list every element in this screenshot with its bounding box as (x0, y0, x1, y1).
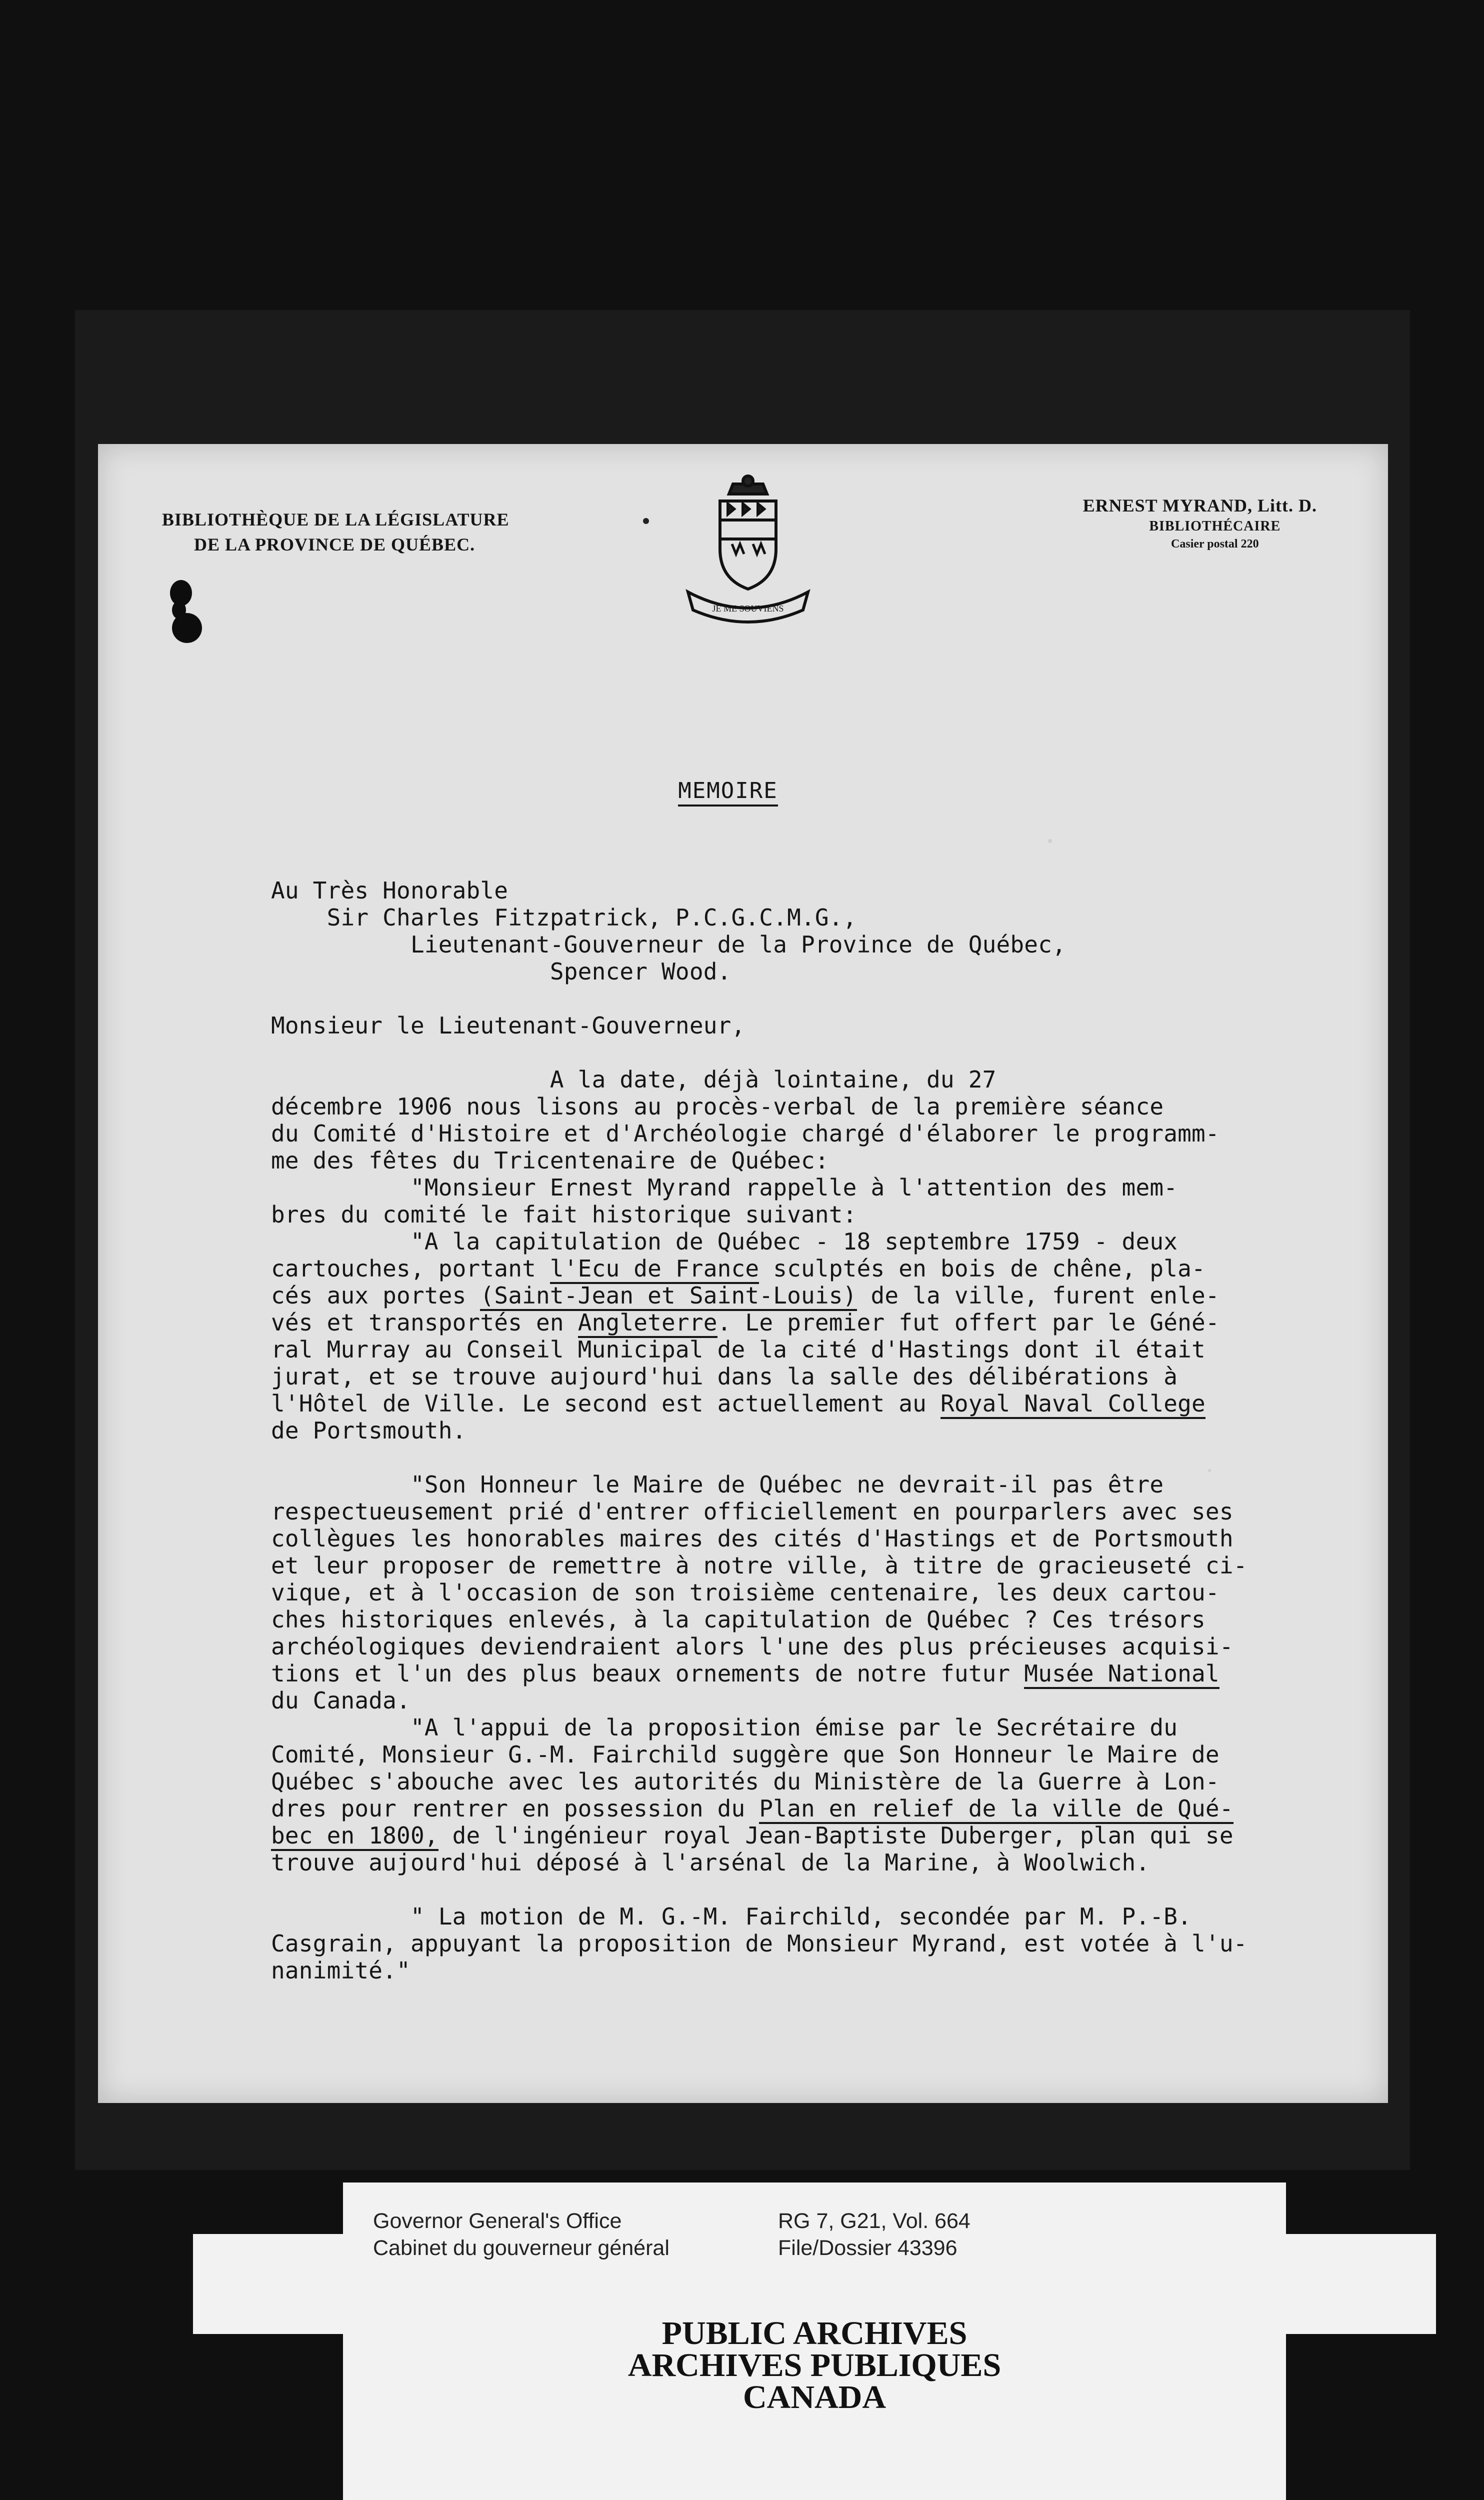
body-line: décembre 1906 nous lisons au procès-verbal de la première séance (271, 1093, 1164, 1120)
body-line: "Son Honneur le Maire de Québec ne devrait-il pas être (271, 1471, 1164, 1498)
letter-body (271, 877, 1356, 1984)
body-line: me des fêtes du Tricentenaire de Québec: (271, 1147, 829, 1174)
librarian-title: BIBLIOTHÉCAIRE (1149, 518, 1281, 534)
body-line: archéologiques deviendraient alors l'une des plus précieuses acquisi- (271, 1633, 1234, 1660)
archive-stamp-line3: CANADA (743, 2379, 886, 2416)
body-line: Sir Charles Fitzpatrick, P.C.G.C.M.G., (271, 904, 857, 931)
librarian-postbox: Casier postal 220 (1171, 538, 1259, 550)
body-line: trouve aujourd'hui déposé à l'arsénal de la Marine, à Woolwich. (271, 1849, 1150, 1876)
film-speck (1208, 1469, 1211, 1472)
archive-file: File/Dossier 43396 (778, 2236, 958, 2260)
body-line: du Comité d'Histoire et d'Archéologie chargé d'élaborer le programm- (271, 1120, 1220, 1147)
quebec-crest-icon (668, 474, 828, 624)
archive-stamp-line1: PUBLIC ARCHIVES (662, 2315, 968, 2352)
body-line (271, 1876, 1356, 1903)
svg-text:JE ME SOUVIENS: JE ME SOUVIENS (712, 604, 784, 614)
body-line: Québec s'abouche avec les autorités du Ministère de la Guerre à Lon- (271, 1768, 1220, 1795)
body-line: cés aux portes (Saint-Jean et Saint-Louis) de la ville, furent enle- (271, 1282, 1356, 1309)
body-line: respectueusement prié d'entrer officiellement en pourparlers avec ses (271, 1498, 1234, 1525)
body-line (271, 985, 1356, 1012)
archive-reference (778, 2208, 970, 2262)
body-line: nanimité." (271, 1957, 410, 1984)
body-line: Casgrain, appuyant la proposition de Monsieur Myrand, est votée à l'u- (271, 1930, 1248, 1957)
archive-stamp-line2: ARCHIVES PUBLIQUES (628, 2347, 1002, 2384)
body-line: cartouches, portant l'Ecu de France sculptés en bois de chêne, pla- (271, 1255, 1356, 1282)
body-line: Spencer Wood. (271, 958, 732, 985)
body-line: tions et l'un des plus beaux ornements de notre futur Musée National (271, 1660, 1356, 1687)
body-line: jurat, et se trouve aujourd'hui dans la salle des délibérations à (271, 1363, 1178, 1390)
archive-label-strip-left (193, 2234, 343, 2334)
letter-page (98, 444, 1388, 2103)
body-line: Lieutenant-Gouverneur de la Province de Québec, (271, 931, 1066, 958)
body-line: collègues les honorables maires des cités d'Hastings et de Portsmouth (271, 1525, 1234, 1552)
body-line: "A l'appui de la proposition émise par le Secrétaire du (271, 1714, 1178, 1741)
body-line: vique, et à l'occasion de son troisième centenaire, les deux cartou- (271, 1579, 1220, 1606)
body-line: de Portsmouth. (271, 1417, 466, 1444)
body-line: l'Hôtel de Ville. Le second est actuellement au Royal Naval College (271, 1390, 1356, 1417)
body-line (271, 1444, 1356, 1471)
body-line: "Monsieur Ernest Myrand rappelle à l'attention des mem- (271, 1174, 1178, 1201)
archive-office-fr: Cabinet du gouverneur général (373, 2236, 670, 2260)
body-line: Au Très Honorable (271, 877, 508, 904)
body-line: bres du comité le fait historique suivant: (271, 1201, 857, 1228)
archive-office-en: Governor General's Office (373, 2209, 622, 2233)
ink-dot (643, 518, 649, 524)
body-line: bec en 1800, de l'ingénieur royal Jean-Baptiste Duberger, plan qui se (271, 1822, 1356, 1849)
document-title: MEMOIRE (98, 778, 1388, 804)
body-line: Comité, Monsieur G.-M. Fairchild suggère que Son Honneur le Maire de (271, 1741, 1220, 1768)
ink-blot (164, 578, 204, 644)
body-line: dres pour rentrer en possession du Plan en relief de la ville de Qué- (271, 1795, 1356, 1822)
archive-office (373, 2208, 670, 2262)
letterhead-library (162, 507, 510, 557)
body-line: ral Murray au Conseil Municipal de la cité d'Hastings dont il était (271, 1336, 1206, 1363)
archive-label-strip-right (1286, 2234, 1436, 2334)
librarian-name: ERNEST MYRAND, Litt. D. (1082, 496, 1317, 516)
body-line: A la date, déjà lointaine, du 27 (271, 1066, 996, 1093)
body-line: "A la capitulation de Québec - 18 septembre 1759 - deux (271, 1228, 1178, 1255)
letterhead-library-line1: BIBLIOTHÈQUE DE LA LÉGISLATURE (162, 510, 510, 530)
archive-stamp (343, 2315, 1286, 2416)
body-line: Monsieur le Lieutenant-Gouverneur, (271, 1012, 746, 1039)
body-line: et leur proposer de remettre à notre ville, à titre de gracieuseté ci- (271, 1552, 1248, 1579)
archive-ref: RG 7, G21, Vol. 664 (778, 2209, 970, 2233)
archive-label (343, 2182, 1286, 2500)
film-speck (1048, 839, 1052, 843)
body-line: " La motion de M. G.-M. Fairchild, secondée par M. P.-B. (271, 1903, 1192, 1930)
letterhead-librarian (1083, 494, 1317, 552)
body-line (271, 1039, 1356, 1066)
body-line: vés et transportés en Angleterre. Le premier fut offert par le Géné- (271, 1309, 1356, 1336)
letterhead-library-line2: DE LA PROVINCE DE QUÉBEC. (194, 534, 476, 554)
body-line: ches historiques enlevés, à la capitulation de Québec ? Ces trésors (271, 1606, 1206, 1633)
body-line: du Canada. (271, 1687, 410, 1714)
